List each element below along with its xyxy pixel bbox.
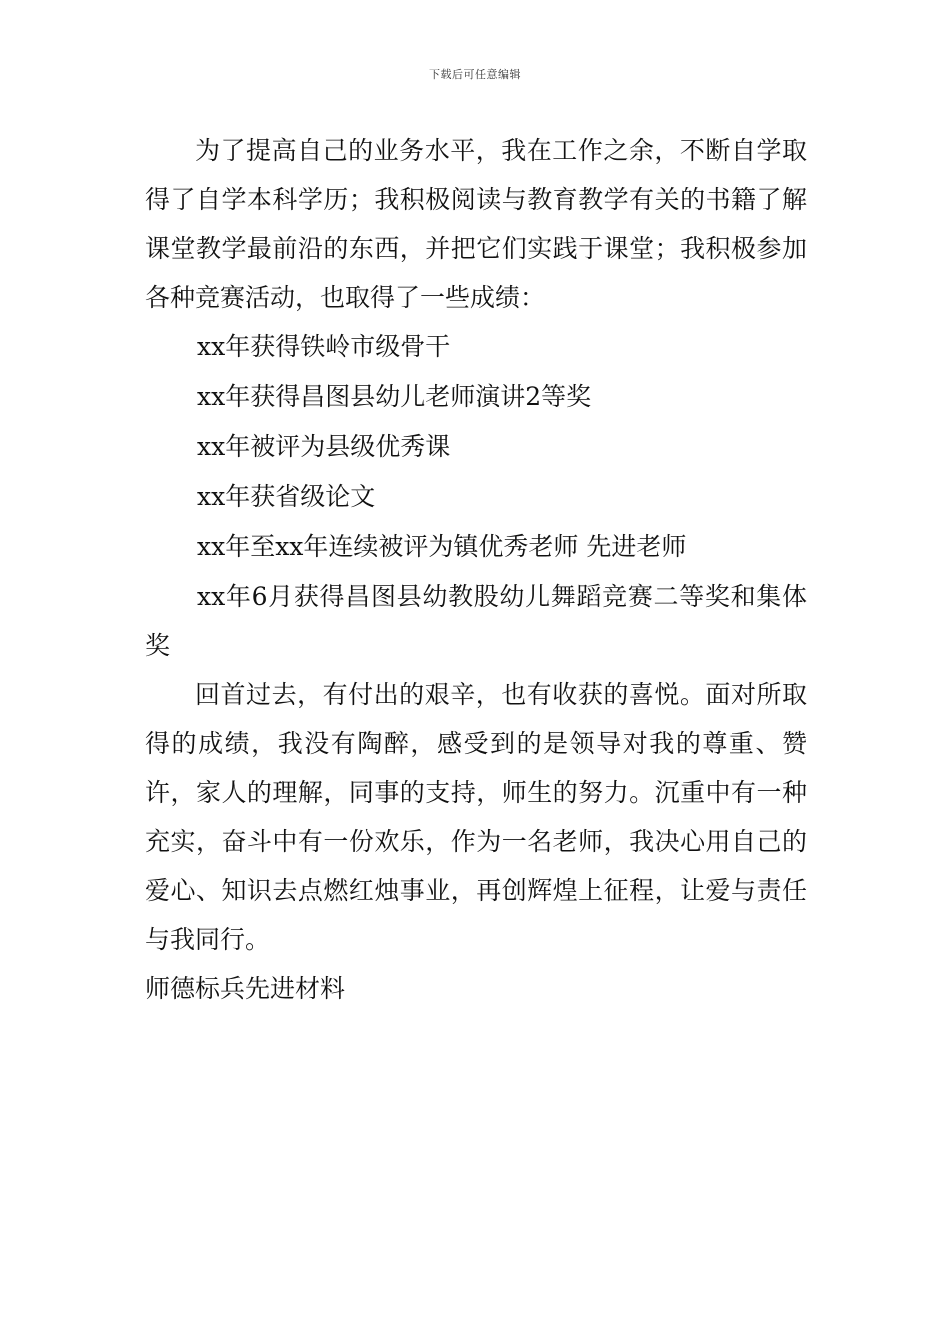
achievement-item: xx年获省级论文	[197, 482, 376, 511]
achievement-item: xx年至xx年连续被评为镇优秀老师 先进老师	[197, 532, 687, 561]
reflection-paragraph: 回首过去，有付出的艰辛，也有收获的喜悦。面对所取得的成绩，我没有陶醉，感受到的是领导对我的尊重、赞许，家人的理解，同事的支持，师生的努力。沉重中有一种充实，奋斗中有一份欢乐，作为一名老师，我决心用自己的爱心、知识去点燃红烛事业，再创辉煌上征程，让爱与责任与我同行。	[145, 680, 807, 954]
document-body	[145, 126, 807, 1013]
achievement-item: xx年6月获得昌图县幼教股幼儿舞蹈竞赛二等奖和集体奖	[145, 582, 807, 660]
page-header: 下载后可任意编辑	[429, 68, 521, 81]
achievement-item: xx年被评为县级优秀课	[197, 432, 451, 461]
achievement-item: xx年获得昌图县幼儿老师演讲2等奖	[197, 382, 592, 411]
next-section-title: 师德标兵先进材料	[145, 974, 346, 1003]
intro-paragraph: 为了提高自己的业务水平，我在工作之余，不断自学取得了自学本科学历；我积极阅读与教育教学有关的书籍了解课堂教学最前沿的东西，并把它们实践于课堂；我积极参加各种竞赛活动，也取得了一些成绩：	[145, 136, 807, 312]
achievement-item: xx年获得铁岭市级骨干	[197, 332, 451, 361]
